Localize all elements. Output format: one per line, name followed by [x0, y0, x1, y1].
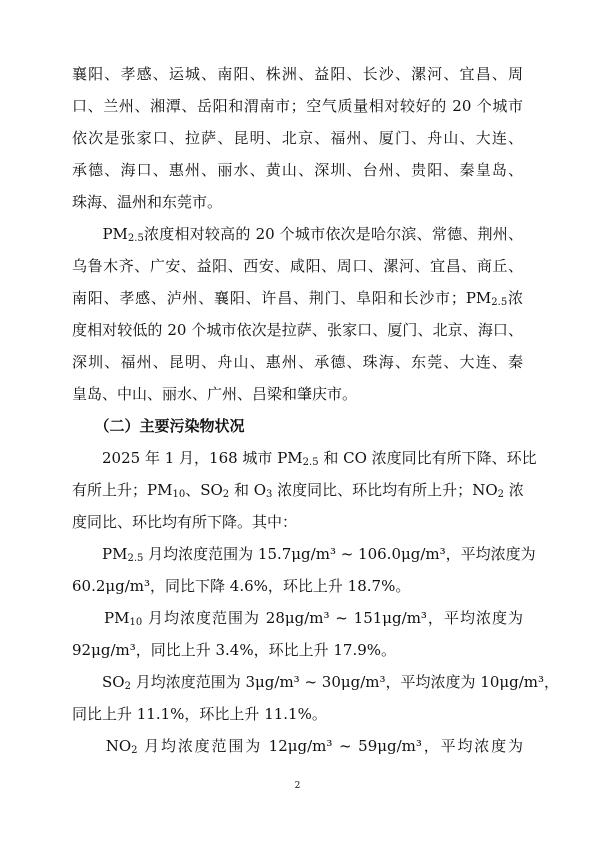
- text-line: 60.2μg/m³，同比下降 4.6%，环比上升 18.7%。: [72, 577, 411, 595]
- text-line: 珠海、温州和东莞市。: [72, 193, 223, 211]
- section-heading: （二）主要污染物状况: [72, 417, 245, 435]
- text-line: 皇岛、中山、丽水、广州、吕梁和肇庆市。: [72, 385, 358, 403]
- text-line: 乌鲁木齐、广安、益阳、西安、咸阳、周口、漯河、宜昌、商丘、: [72, 257, 523, 275]
- text-line: 襄阳、孝感、运城、南阳、株洲、益阳、长沙、漯河、宜昌、周: [72, 65, 523, 83]
- text-line: 承德、海口、惠州、丽水、黄山、深圳、台州、贵阳、秦皇岛、: [72, 161, 523, 179]
- text-line: 南阳、孝感、泸州、襄阳、许昌、荆门、阜阳和长沙市；$PM_{2.5}$浓: [72, 289, 523, 308]
- text-line: 度相对较低的 20 个城市依次是拉萨、张家口、厦门、北京、海口、: [72, 321, 523, 339]
- text-line: 有所上升；$PM_{10}$、$SO_2$ 和 $O_3$ 浓度同比、环比均有所上升；$NO_2$ 浓: [72, 481, 524, 500]
- paragraph-first-line: $PM_{2.5}$浓度相对较高的 20 个城市依次是哈尔滨、常德、荆州、: [102, 225, 523, 244]
- paragraph-first-line: $PM_{2.5}$ 月均浓度范围为 15.7μg/m³ ~ 106.0μg/m³，平均浓度为: [102, 545, 536, 564]
- paragraph-first-line: $SO_2$ 月均浓度范围为 3μg/m³ ~ 30μg/m³，平均浓度为 10μg/m³，: [102, 673, 560, 692]
- paragraph-first-line: 2025 年 1 月，168 城市 $PM_{2.5}$ 和 CO 浓度同比有所下降、环比: [72, 449, 537, 468]
- text-line: 度同比、环比均有所下降。其中：: [72, 513, 298, 531]
- text-line: 依次是张家口、拉萨、昆明、北京、福州、厦门、舟山、大连、: [72, 129, 523, 147]
- text-line: 深圳、福州、昆明、舟山、惠州、承德、珠海、东莞、大连、秦: [72, 353, 523, 371]
- paragraph-first-line: $PM_{10}$ 月均浓度范围为 28μg/m³ ~ 151μg/m³，平均浓度为: [104, 609, 523, 628]
- paragraph-first-line: $NO_2$ 月均浓度范围为 12μg/m³ ~ 59μg/m³，平均浓度为: [105, 737, 523, 756]
- text-line: 92μg/m³，同比上升 3.4%，环比上升 17.9%。: [72, 641, 397, 659]
- page-number: 2: [294, 781, 301, 791]
- text-line: 口、兰州、湘潭、岳阳和渭南市；空气质量相对较好的 20 个城市: [72, 97, 523, 115]
- text-line: 同比上升 11.1%，环比上升 11.1%。: [72, 705, 327, 723]
